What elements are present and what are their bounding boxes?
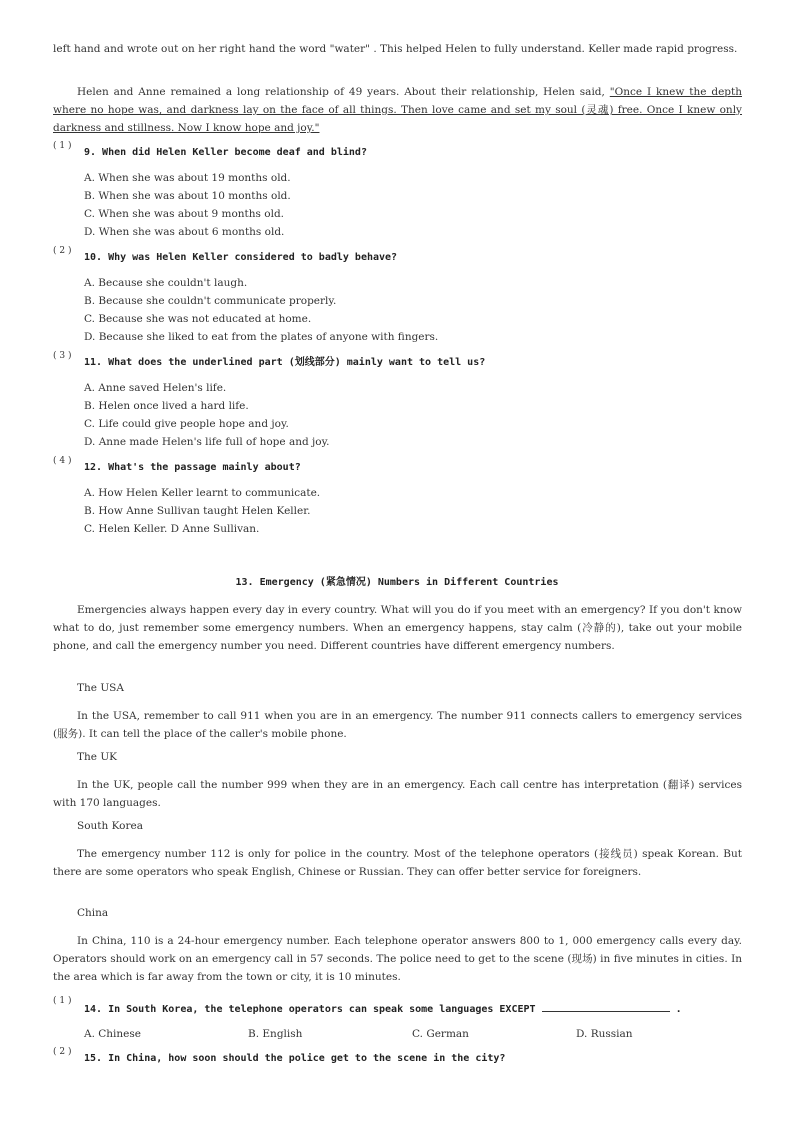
option-d: D. Because she liked to eat from the plates of anyone with fingers.: [84, 331, 439, 343]
section-heading-china: China: [77, 907, 109, 919]
question-text: 15. In China, how soon should the police get to the scene in the city?: [84, 1053, 506, 1064]
option-a: A. Chinese: [84, 1028, 141, 1040]
passage-paragraph: [53, 40, 742, 58]
passage-paragraph: [53, 83, 742, 137]
passage-title: 13. Emergency (紧急情况) Numbers in Different Countries: [235, 577, 559, 588]
paragraph-text: The emergency number 112 is only for police in the country. Most of the telephone operators (接线员) speak Korean. But there are some operators who speak English, Chinese or Russian. They can offer better service for foreigners.: [53, 848, 742, 878]
paragraph-text: Helen and Anne remained a long relationship of 49 years. About their relationship, Helen said,: [77, 86, 610, 98]
option-a: A. Because she couldn't laugh.: [84, 277, 248, 289]
paragraph-text: In the USA, remember to call 911 when you are in an emergency. The number 911 connects callers to emergency services (服务). It can tell the place of the caller's mobile phone.: [53, 710, 742, 740]
passage-paragraph: [53, 932, 742, 986]
option-b: B. When she was about 10 months old.: [84, 190, 291, 202]
section-heading-uk: The UK: [77, 751, 118, 763]
question-text: 11. What does the underlined part (划线部分) mainly want to tell us?: [84, 357, 486, 368]
section-heading-korea: South Korea: [77, 820, 143, 832]
option-c: C. Because she was not educated at home.: [84, 313, 312, 325]
question-number: ( 4 ): [53, 456, 72, 466]
underlined-quote: "Once I knew the depth where no hope was, and darkness lay on the face of all things. Then love came and set my soul (灵魂) free. Once I knew only darkness and stillness. Now I know hope and joy.": [53, 86, 742, 134]
option-c: C. When she was about 9 months old.: [84, 208, 285, 220]
question-stem: 14. In South Korea, the telephone operators can speak some languages EXCEPT: [84, 1004, 536, 1015]
option-b: B. How Anne Sullivan taught Helen Keller.: [84, 505, 311, 517]
passage-paragraph: [53, 845, 742, 881]
paragraph-text: Emergencies always happen every day in every country. What will you do if you meet with an emergency? If you don't know what to do, just remember some emergency numbers. When an emergency happens, stay calm (冷静的), take out your mobile phone, and call the emergency number you need. Different countries have different emergency numbers.: [53, 604, 742, 652]
question-number: ( 1 ): [53, 141, 72, 151]
option-d: D. When she was about 6 months old.: [84, 226, 285, 238]
question-text: [84, 1001, 682, 1017]
question-text: 10. Why was Helen Keller considered to badly behave?: [84, 252, 398, 263]
section-heading-usa: The USA: [77, 682, 124, 694]
question-number: ( 1 ): [53, 996, 72, 1006]
passage-paragraph: [53, 601, 742, 655]
option-b: B. Because she couldn't communicate properly.: [84, 295, 337, 307]
option-a: A. When she was about 19 months old.: [84, 172, 291, 184]
question-number: ( 3 ): [53, 351, 72, 361]
option-a: A. Anne saved Helen's life.: [84, 382, 227, 394]
option-a: A. How Helen Keller learnt to communicate.: [84, 487, 321, 499]
answer-blank: [542, 1001, 670, 1012]
option-c: C. Life could give people hope and joy.: [84, 418, 289, 430]
question-text: 12. What's the passage mainly about?: [84, 462, 301, 473]
option-c: C. German: [412, 1028, 469, 1040]
question-number: ( 2 ): [53, 1047, 72, 1057]
passage-paragraph: [53, 776, 742, 812]
question-tail: .: [675, 1004, 682, 1015]
paragraph-text: In China, 110 is a 24-hour emergency number. Each telephone operator answers 800 to 1, 000 emergency calls every day. Operators should work on an emergency call in 57 seconds. The police need to get to the scene (现场) in five minutes in cities. In the area which is far away from the town or city, it is 10 minutes.: [53, 935, 742, 983]
paragraph-text: left hand and wrote out on her right hand the word "water" . This helped Helen to fully understand. Keller made rapid progress.: [53, 43, 738, 55]
option-b: B. Helen once lived a hard life.: [84, 400, 249, 412]
paragraph-text: In the UK, people call the number 999 when they are in an emergency. Each call centre has interpretation (翻译) services with 170 languages.: [53, 779, 742, 809]
passage-paragraph: [53, 707, 742, 743]
option-d: D. Anne made Helen's life full of hope and joy.: [84, 436, 330, 448]
option-d: D. Russian: [576, 1028, 633, 1040]
question-text: 9. When did Helen Keller become deaf and blind?: [84, 147, 367, 158]
option-b: B. English: [248, 1028, 303, 1040]
option-c: C. Helen Keller. D Anne Sullivan.: [84, 523, 260, 535]
question-number: ( 2 ): [53, 246, 72, 256]
